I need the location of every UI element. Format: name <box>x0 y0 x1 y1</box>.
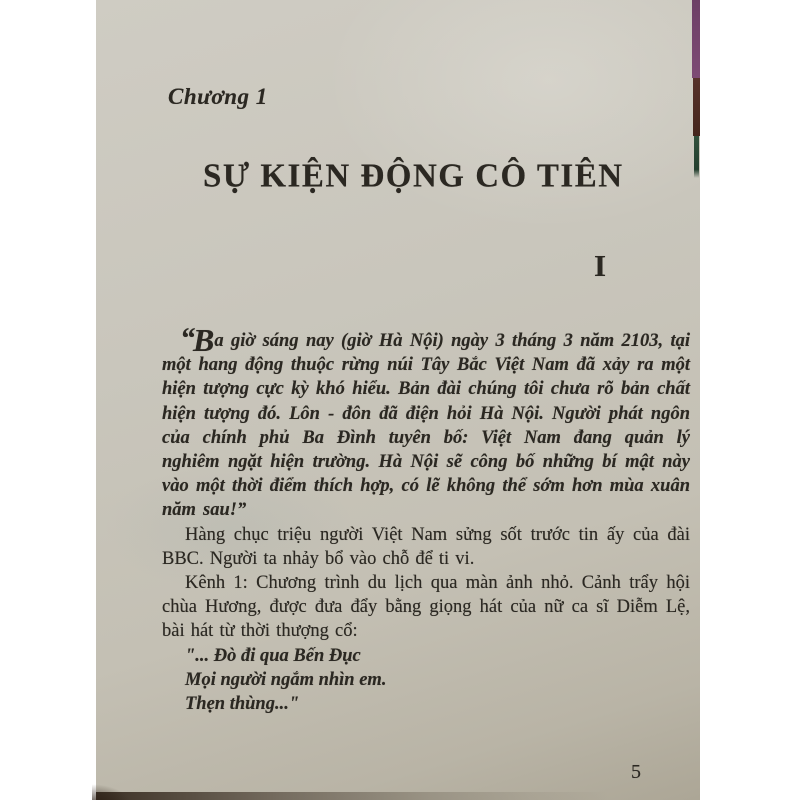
page-corner-shadow <box>92 784 132 800</box>
paragraph-quote-text: a giờ sáng nay (giờ Hà Nội) ngày 3 tháng 3 năm 2103, tại một hang động thuộc rừng núi Tây Bắc Việt Nam đã xảy ra một hiện tượng cực kỳ khó hiểu. Bản đài chúng tôi chưa rõ bản chất hiện tượng đó. Lôn - đôn đã điện hỏi Hà Nội. Người phát ngôn của chính phủ Ba Đình tuyên bố: Việt Nam đang quản lý nghiêm ngặt hiện trường. Hà Nội sẽ công bố những bí mật này vào một thời điểm thích hợp, có lẽ không thể sớm hơn mùa xuân năm sau!” <box>162 331 690 521</box>
paragraph-news-quote <box>162 322 690 523</box>
book-page <box>96 0 700 800</box>
paragraph-reaction: Hàng chục triệu người Việt Nam sửng sốt trước tin ấy của đài BBC. Người ta nhảy bổ vào chỗ để ti vi. <box>162 524 690 569</box>
book-edge-purple <box>692 0 700 78</box>
body-text <box>162 322 690 716</box>
poem-line: "... Đò đi qua Bến Đục <box>185 645 361 666</box>
page-bottom-shadow <box>96 792 700 800</box>
book-edge-maroon <box>693 78 700 136</box>
poem-line: Mọi người ngắm nhìn em. <box>185 669 387 690</box>
poem-block <box>185 644 690 717</box>
paragraph-channel1: Kênh 1: Chương trình du lịch qua màn ảnh nhỏ. Cảnh trẩy hội chùa Hương, được đưa đẩy bằng giọng hát của nữ ca sĩ Diễm Lệ, bài hát từ thời thượng cổ: <box>162 573 690 642</box>
open-quote-mark: “ <box>180 322 193 355</box>
page-title: SỰ KIỆN ĐỘNG CÔ TIÊN <box>203 157 624 195</box>
book-edge-green <box>694 136 699 178</box>
section-numeral: I <box>593 248 607 283</box>
poem-line: Thẹn thùng..." <box>185 694 300 715</box>
chapter-label: Chương 1 <box>168 84 268 109</box>
page-number: 5 <box>631 761 641 783</box>
drop-cap: B <box>193 322 215 358</box>
